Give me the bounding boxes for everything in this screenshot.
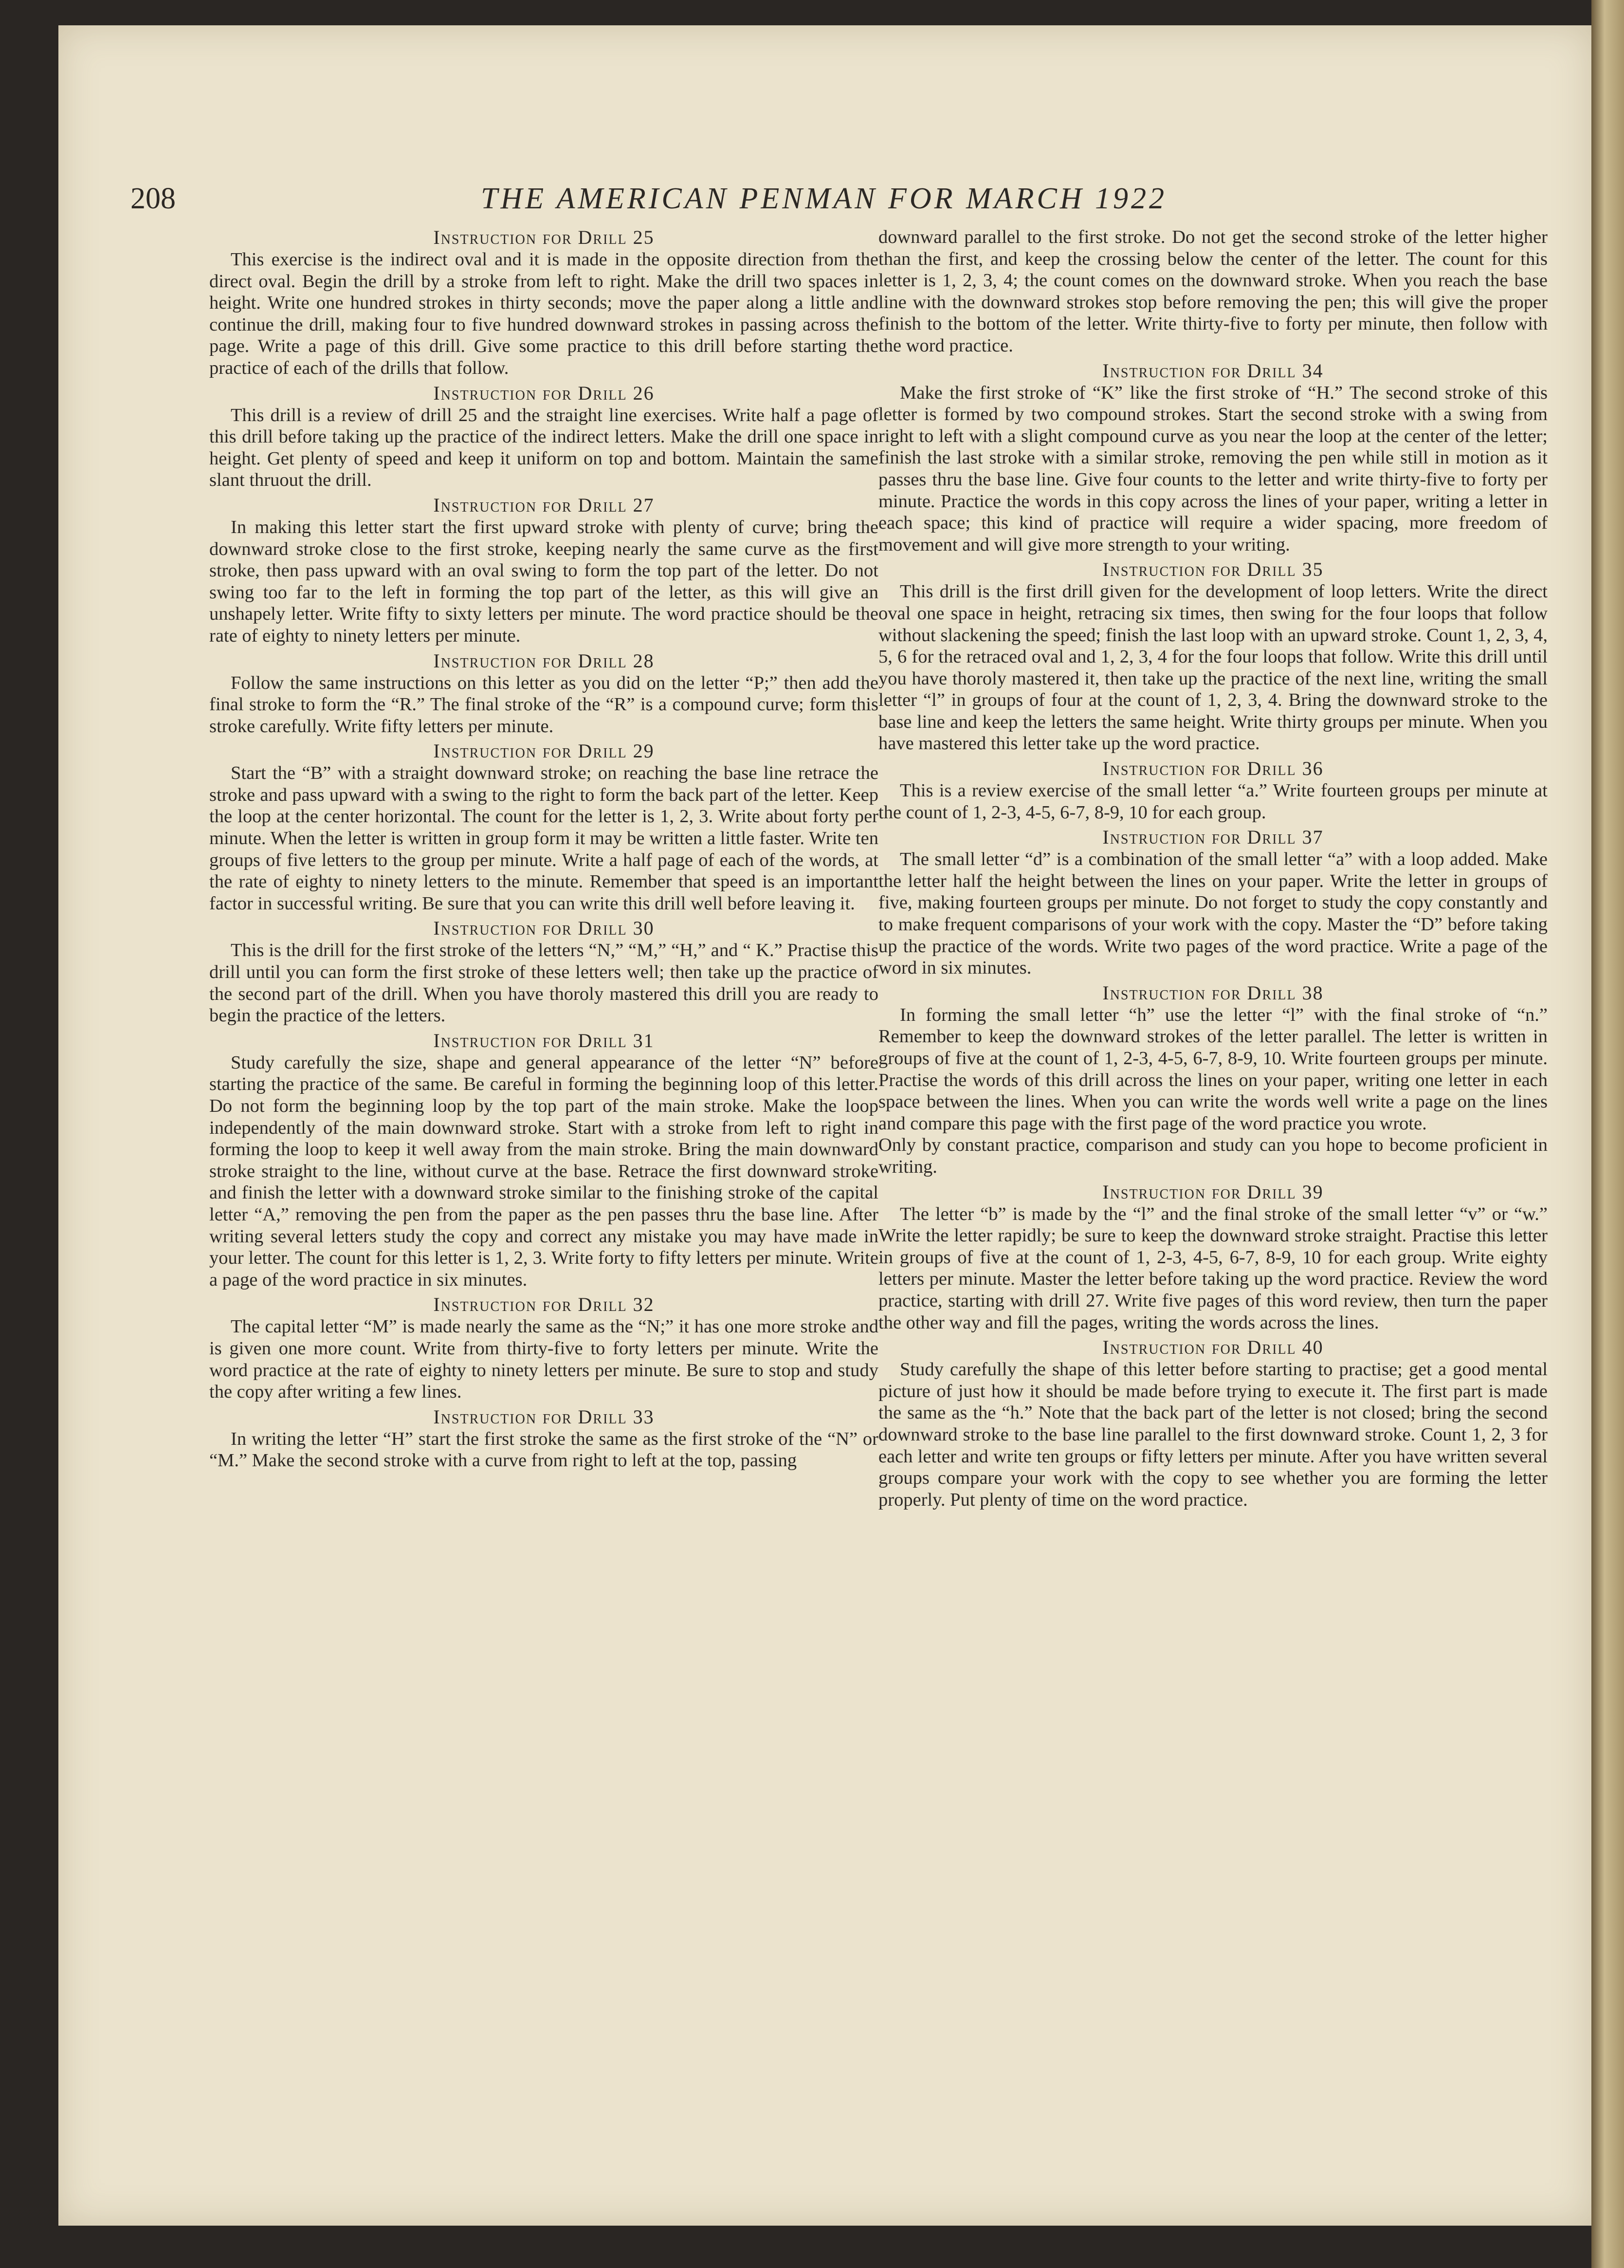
section-body: Study carefully the shape of this letter before starting to practise; get a good mental picture of just how it should be made before trying to execute it. The first part is made the same as the “h.” Note that the back part of the letter is not closed; bring the second downward stroke to the base line parallel to the first downward stroke. Count 1, 2, 3 for each letter and write ten groups or fifty letters per minute. After you have written several groups compare your work with the copy to see whether you are forming the letter properly. Put plenty of time on the word practice. [878,1359,1548,1510]
section-body: The letter “b” is made by the “l” and the final stroke of the small letter “v” or “w.” Write the letter rapidly; be sure to keep the downward stroke straight. Practise this letter in groups of five at the count of 1, 2-3, 4-5, 6-7, 8-9, 10 for each group. Write eighty letters per minute. Master the letter before taking up the word practice. Review the word practice, starting with drill 27. Write five pages of this word review, then turn the paper the other way and fill the pages, writing the words across the lines. [878,1203,1548,1333]
section-body: Study carefully the size, shape and general appearance of the letter “N” before starting the practice of the same. Be careful in forming the beginning loop of this letter. Do not form the beginning loop by the top part of the main stroke. Make the loop independently of the main downward stroke. Start with a stroke from left to right in forming the loop to keep it well away from the main stroke. Bring the main downward stroke straight to the line, without curve at the base. Retrace the first downward stroke and finish the letter with a downward stroke similar to the finishing stroke of the capital letter “A,” removing the pen from the paper as the pen passes thru the base line. After writing several letters study the copy and correct any mistake you may have made in your letter. The count for this letter is 1, 2, 3. Write forty to fifty letters per minute. Write a page of the word practice in six minutes. [209,1052,878,1290]
section-heading: Instruction for Drill 38 [1102,981,1324,1004]
section-heading: Instruction for Drill 26 [433,382,655,404]
section-heading: Instruction for Drill 25 [433,226,655,248]
section-heading: Instruction for Drill 32 [433,1293,655,1316]
section-heading: Instruction for Drill 40 [1102,1336,1324,1359]
section-body: This exercise is the indirect oval and it is made in the opposite direction from the direct oval. Begin the drill by a stroke from left to right. Make the drill two spaces in height. Write one hundred strokes in thirty seconds; move the paper along a little and continue the drill, making four to five hundred downward strokes in passing across the page. Write a page of this drill. Give some practice to this drill before starting the practice of each of the drills that follow. [209,249,878,378]
page-header [130,177,1517,221]
left-column [209,226,878,1475]
section-body: This drill is a review of drill 25 and the straight line exercises. Write half a page of this drill before taking up the practice of the indirect letters. Make the drill one space in height. Get plenty of speed and keep it uniform on top and bottom. Maintain the same slant thruout the drill. [209,405,878,491]
section-heading: Instruction for Drill 35 [1102,558,1324,581]
section-body: The capital letter “M” is made nearly the same as the “N;” it has one more stroke and is given one more count. Write from thirty-five to forty letters per minute. Write the word practice at the rate of eighty to ninety letters per minute. Be sure to stop and study the copy after writing a few lines. [209,1316,878,1402]
section-body: The small letter “d” is a combination of the small letter “a” with a loop added. Make the letter half the height between the lines on your paper. Write the letter in groups of five, making fourteen groups per minute. Do not forget to study the copy constantly and to make frequent comparisons of your work with the copy. Master the “D” before taking up the practice of the words. Write two pages of the word practice. Write a page of the word in six minutes. [878,849,1548,978]
section-heading: Instruction for Drill 27 [433,494,655,516]
running-title: THE AMERICAN PENMAN FOR MARCH 1922 [480,182,1167,215]
section-heading: Instruction for Drill 36 [1102,757,1324,780]
page-number: 208 [130,182,176,215]
section-heading: Instruction for Drill 29 [433,740,655,762]
section-heading: Instruction for Drill 39 [1102,1180,1324,1203]
section-body: This is the drill for the first stroke of the letters “N,” “M,” “H,” and “ K.” Practise this drill until you can form the first stroke of these letters well; then take up the practice of the second part of the drill. When you have thoroly mastered this drill you are ready to begin the practice of the letters. [209,940,878,1026]
section-body: In writing the letter “H” start the first stroke the same as the first stroke of the “N” or “M.” Make the second stroke with a curve from right to left at the top, passing [209,1428,878,1471]
section-body: Follow the same instructions on this letter as you did on the letter “P;” then add the final stroke to form the “R.” The final stroke of the “R” is a compound curve; form this stroke carefully. Write fifty letters per minute. [209,672,878,737]
section-body: Start the “B” with a straight downward stroke; on reaching the base line retrace the stroke and pass upward with a swing to the right to form the back part of the letter. Keep the loop at the center horizontal. The count for the letter is 1, 2, 3. Write about forty per minute. When the letter is written in group form it may be written a little faster. Write ten groups of five letters to the group per minute. Write a half page of each of the words, at the rate of eighty to ninety letters to the minute. Remember that speed is an important factor in successful writing. Be sure that you can write this drill well before leaving it. [209,763,878,914]
section-body-continued: downward parallel to the first stroke. Do not get the second stroke of the letter higher than the first, and keep the crossing below the center of the letter. The count for this letter is 1, 2, 3, 4; the count comes on the downward stroke. When you reach the base line with the downward strokes stop before removing the pen; this will give the proper finish to the bottom of the letter. Write thirty-five to forty per minute, then follow with the word practice. [878,227,1548,356]
right-column [878,226,1548,1513]
section-body: In forming the small letter “h” use the letter “l” with the final stroke of “n.” Remember to keep the downward strokes of the letter parallel. The letter is written in groups of five at the count of 1, 2-3, 4-5, 6-7, 8-9, 10. Write fourteen groups per minute. Practise the words of this drill across the lines on your paper, writing one letter in each space between the lines. When you can write the words well write a page on the lines and compare this page with the first page of the word practice you wrote. Only by constant practice, comparison and study can you hope to become proficient in writing. [878,1004,1548,1177]
section-body: This is a review exercise of the small letter “a.” Write fourteen groups per minute at the count of 1, 2-3, 4-5, 6-7, 8-9, 10 for each group. [878,780,1548,823]
section-heading: Instruction for Drill 37 [1102,826,1324,848]
section-heading: Instruction for Drill 33 [433,1405,655,1428]
book-spine [1591,0,1624,2268]
section-body: Make the first stroke of “K” like the first stroke of “H.” The second stroke of this letter is formed by two compound strokes. Start the second stroke with a swing from right to left with a slight compound curve as you near the loop at the center of the letter; finish the last stroke with a similar stroke, removing the pen while still in motion as it passes thru the base line. Give four counts to the letter and write thirty-five to forty per minute. Practice the words in this copy across the lines of your paper, writing a letter in each space; this kind of practice will require a wider spacing, more freedom of movement and will give more strength to your writing. [878,382,1548,555]
section-body: In making this letter start the first upward stroke with plenty of curve; bring the downward stroke close to the first stroke, keeping nearly the same curve as the first stroke, then pass upward with an oval swing to form the top part of the letter. Do not swing too far to the left in forming the top part of the letter, as this will give an unshapely letter. Write fifty to sixty letters per minute. The word practice should be the rate of eighty to ninety letters per minute. [209,516,878,646]
section-heading: Instruction for Drill 30 [433,917,655,940]
section-heading: Instruction for Drill 34 [1102,359,1324,382]
section-body: This drill is the first drill given for the development of loop letters. Write the direct oval one space in height, retracing six times, then swing for the four loops that follow without slackening the speed; finish the last loop with an upward stroke. Count 1, 2, 3, 4, 5, 6 for the retraced oval and 1, 2, 3, 4 for the four loops that follow. Write this drill until you have thoroly mastered it, then take up the practice of the next line, writing the small letter “l” in groups of four at the count of 1, 2, 3, 4. Bring the downward stroke to the base line and keep the letters the same height. Write thirty groups per minute. When you have mastered this letter take up the word practice. [878,581,1548,754]
section-heading: Instruction for Drill 31 [433,1029,655,1051]
section-heading: Instruction for Drill 28 [433,649,655,672]
